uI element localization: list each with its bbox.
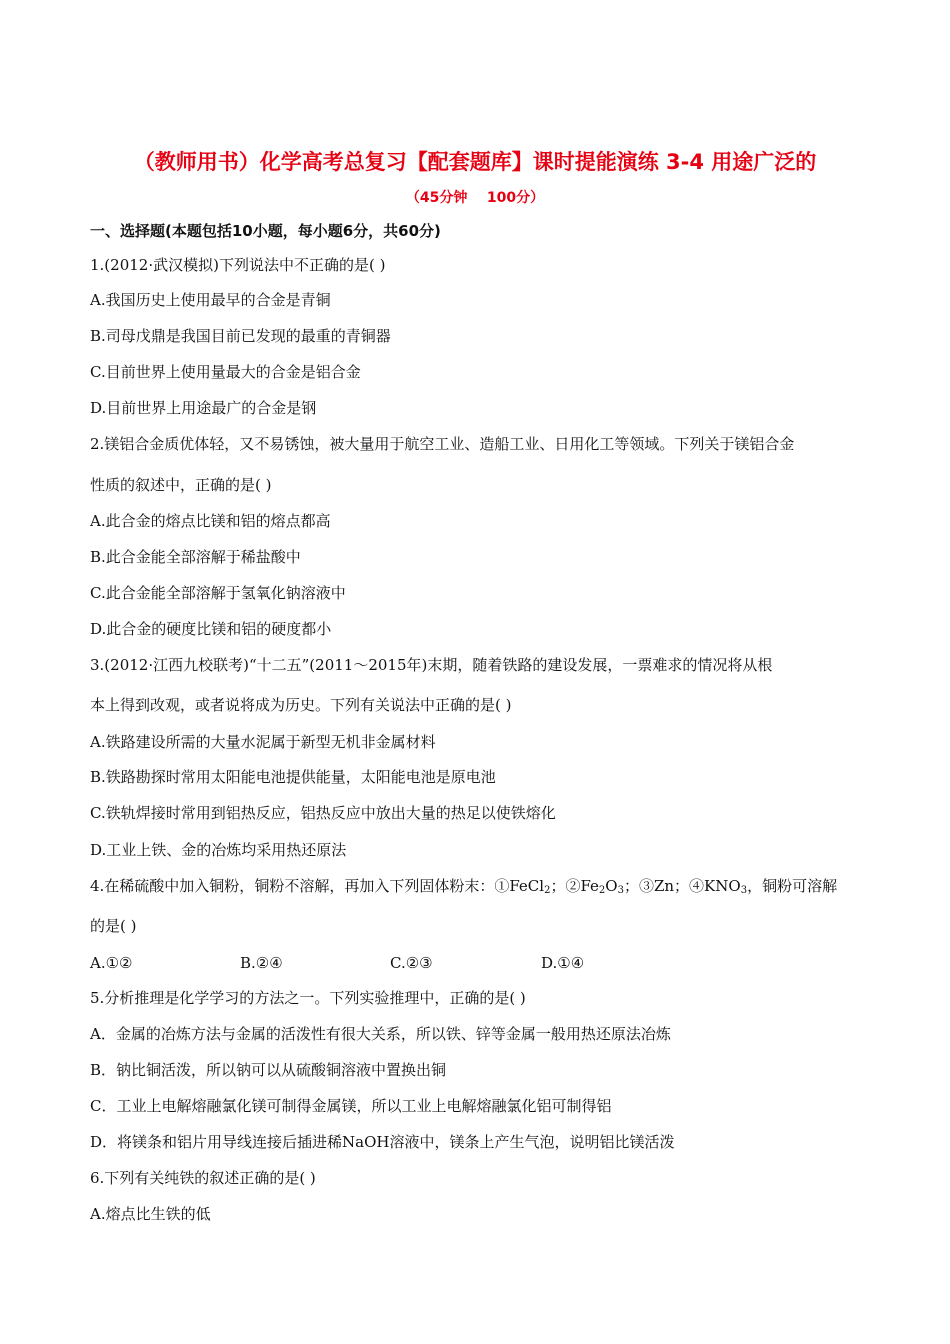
q5-option-d: D．将镁条和铝片用导线连接后插进稀NaOH溶液中，镁条上产生气泡，说明铝比镁活泼	[90, 1133, 675, 1151]
q1-option-b: B.司母戊鼎是我国目前已发现的最重的青铜器	[90, 327, 391, 345]
q4-stem-text: ；②Fe	[550, 877, 599, 895]
q4-stem-text: O	[605, 877, 618, 895]
q3-option-a: A.铁路建设所需的大量水泥属于新型无机非金属材料	[90, 733, 436, 751]
document-title: （教师用书）化学高考总复习【配套题库】课时提能演练 3-4 用途广泛的	[133, 150, 817, 174]
q3-option-b: B.铁路勘探时常用太阳能电池提供能量，太阳能电池是原电池	[90, 768, 496, 786]
q1-option-a: A.我国历史上使用最早的合金是青铜	[90, 291, 331, 309]
q1-stem: 1.(2012·武汉模拟)下列说法中不正确的是( )	[90, 256, 386, 274]
q4-stem-text: ；③Zn；④KNO	[623, 877, 741, 895]
q4-stem-text: 4.在稀硫酸中加入铜粉，铜粉不溶解，再加入下列固体粉末：①FeCl	[90, 877, 545, 895]
q6-stem: 6.下列有关纯铁的叙述正确的是( )	[90, 1169, 316, 1187]
q4-option-c: C.②③	[390, 954, 433, 972]
q2-option-d: D.此合金的硬度比镁和铝的硬度都小	[90, 620, 332, 638]
document-subtitle: （45分钟 100分）	[405, 190, 545, 206]
q4-subscript: 3	[617, 885, 624, 896]
q4-subscript: 2	[598, 885, 606, 896]
q5-option-b: B．钠比铜活泼，所以钠可以从硫酸铜溶液中置换出铜	[90, 1061, 447, 1079]
q2-option-b: B.此合金能全部溶解于稀盐酸中	[90, 548, 301, 566]
q4-option-d: D.①④	[541, 954, 585, 972]
q2-option-a: A.此合金的熔点比镁和铝的熔点都高	[90, 512, 331, 530]
q4-subscript: 3	[740, 885, 748, 896]
q5-stem: 5.分析推理是化学学习的方法之一。下列实验推理中，正确的是( )	[90, 989, 526, 1007]
q3-stem-line1: 3.(2012·江西九校联考)“十二五”(2011～2015年)末期，随着铁路的建设发展，一票难求的情况将从根	[90, 656, 773, 674]
q1-option-c: C.目前世界上使用量最大的合金是铝合金	[90, 363, 361, 381]
q5-option-a: A．金属的冶炼方法与金属的活泼性有很大关系，所以铁、锌等金属一般用热还原法冶炼	[90, 1025, 671, 1043]
q1-option-d: D.目前世界上用途最广的合金是钢	[90, 399, 317, 417]
q3-stem-line2: 本上得到改观，或者说将成为历史。下列有关说法中正确的是( )	[90, 696, 512, 714]
q4-stem-text: ，铜粉可溶解	[747, 877, 838, 895]
q5-option-c: C．工业上电解熔融氯化镁可制得金属镁，所以工业上电解熔融氯化铝可制得铝	[90, 1097, 612, 1115]
section-heading: 一、选择题(本题包括10小题，每小题6分，共60分)	[90, 222, 441, 240]
q6-option-a: A.熔点比生铁的低	[90, 1205, 211, 1223]
q4-subscript: 2	[544, 885, 551, 896]
q2-option-c: C.此合金能全部溶解于氢氧化钠溶液中	[90, 584, 346, 602]
q4-option-b: B.②④	[240, 954, 283, 972]
q4-stem-line1	[90, 876, 837, 896]
q2-stem-line2: 性质的叙述中，正确的是( )	[90, 476, 272, 494]
q2-stem-line1: 2.镁铝合金质优体轻，又不易锈蚀，被大量用于航空工业、造船工业、日用化工等领域。下列关于镁铝合金	[90, 435, 795, 453]
q4-stem-line2: 的是( )	[90, 917, 137, 935]
q3-option-d: D.工业上铁、金的冶炼均采用热还原法	[90, 841, 347, 859]
q3-option-c: C.铁轨焊接时常用到铝热反应，铝热反应中放出大量的热足以使铁熔化	[90, 804, 556, 822]
q4-option-a: A.①②	[90, 954, 133, 972]
